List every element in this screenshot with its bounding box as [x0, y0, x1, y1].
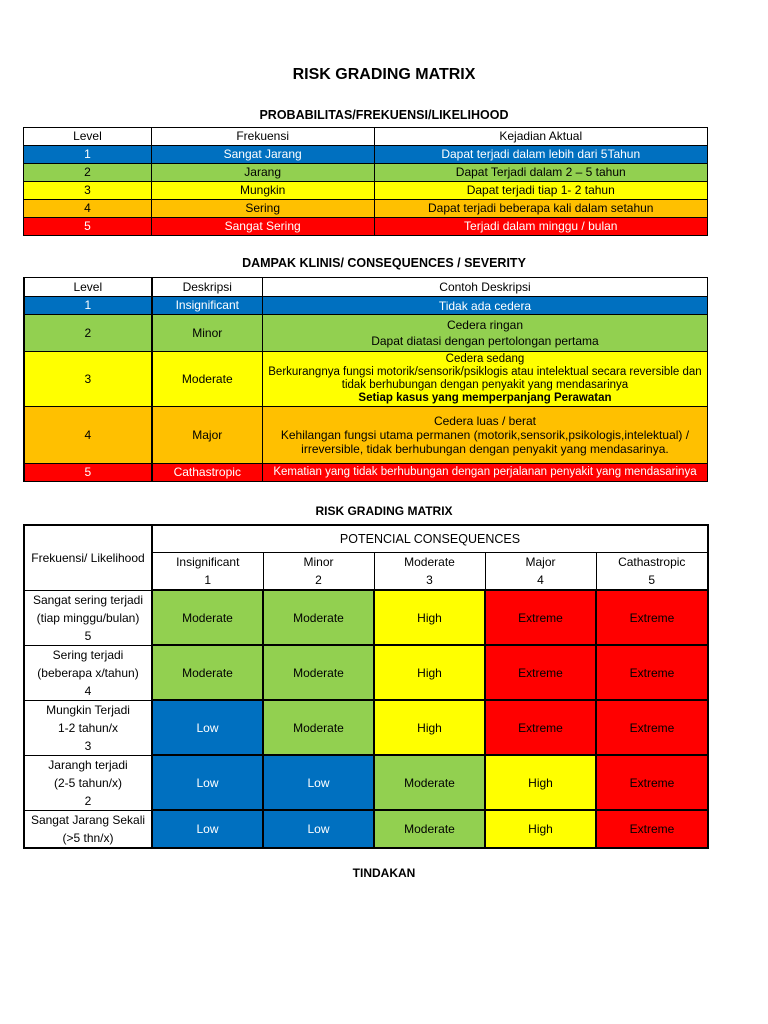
column-header: Minor 2	[263, 552, 374, 590]
likelihood-row-label	[24, 810, 152, 848]
matrix-row	[24, 645, 708, 700]
example-line: Cedera sedang	[445, 353, 525, 365]
risk-grade-cell: Moderate	[152, 645, 263, 700]
likelihood-row	[24, 146, 708, 164]
risk-grade-cell: High	[485, 810, 596, 848]
level-cell: 5	[24, 218, 152, 236]
row-label-line: Mungkin Terjadi	[46, 702, 130, 717]
matrix-title: RISK GRADING MATRIX	[315, 504, 453, 518]
header-contoh: Contoh Deskripsi	[262, 278, 707, 297]
level-cell: 3	[24, 352, 152, 407]
kejadian-cell: Dapat terjadi dalam lebih dari 5Tahun	[374, 146, 708, 164]
row-label-line: 2	[84, 793, 92, 808]
example-line: Dapat diatasi dengan pertolongan pertama	[371, 334, 599, 348]
consequence-row	[24, 297, 708, 315]
potential-consequences-header: POTENCIAL CONSEQUENCES	[152, 525, 708, 552]
deskripsi-cell: Moderate	[152, 352, 263, 407]
contoh-cell	[262, 315, 707, 352]
example-line: Setiap kasus yang memperpanjang Perawatan	[358, 392, 612, 404]
level-cell: 4	[24, 407, 152, 464]
consequence-header-row	[24, 278, 708, 297]
risk-grade-cell: Extreme	[596, 645, 708, 700]
matrix-group-header-row	[24, 525, 708, 552]
risk-grade-cell: Moderate	[152, 590, 263, 645]
matrix-row	[24, 810, 708, 848]
header-kejadian: Kejadian Aktual	[374, 128, 708, 146]
likelihood-header-row	[24, 128, 708, 146]
header-deskripsi: Deskripsi	[152, 278, 263, 297]
matrix-row	[24, 590, 708, 645]
contoh-cell	[262, 297, 707, 315]
frekuensi-cell: Sering	[151, 200, 374, 218]
risk-grade-cell: Moderate	[263, 700, 374, 755]
level-cell: 4	[24, 200, 152, 218]
risk-grade-cell: High	[374, 700, 485, 755]
row-label-line: Sering terjadi	[52, 647, 124, 662]
matrix-body	[24, 590, 708, 848]
likelihood-row-label	[24, 700, 152, 755]
level-cell: 5	[24, 464, 152, 482]
header-level: Level	[24, 128, 152, 146]
deskripsi-cell: Major	[152, 407, 263, 464]
likelihood-row	[24, 164, 708, 182]
deskripsi-cell: Cathastropic	[152, 464, 263, 482]
frekuensi-cell: Sangat Sering	[151, 218, 374, 236]
likelihood-row-label	[24, 590, 152, 645]
frekuensi-cell: Sangat Jarang	[151, 146, 374, 164]
row-label-line: 5	[84, 628, 92, 643]
risk-grade-cell: Extreme	[485, 590, 596, 645]
risk-grade-cell: Low	[152, 700, 263, 755]
likelihood-row-label	[24, 755, 152, 810]
risk-grade-cell: High	[374, 590, 485, 645]
risk-grade-cell: High	[374, 645, 485, 700]
contoh-cell	[262, 352, 707, 407]
example-line: Tidak ada cedera	[438, 298, 532, 313]
likelihood-row-label	[24, 645, 152, 700]
kejadian-cell: Dapat terjadi tiap 1- 2 tahun	[374, 182, 708, 200]
likelihood-title: PROBABILITAS/FREKUENSI/LIKELIHOOD	[259, 108, 509, 122]
row-label-line: Jarangh terjadi	[48, 757, 128, 772]
matrix-row	[24, 700, 708, 755]
level-cell: 3	[24, 182, 152, 200]
consequence-row	[24, 407, 708, 464]
page-title: RISK GRADING MATRIX	[292, 66, 476, 83]
matrix-corner-label: Frekuensi/ Likelihood	[24, 525, 152, 590]
risk-grade-cell: Low	[152, 810, 263, 848]
risk-grade-cell: Moderate	[263, 590, 374, 645]
frekuensi-cell: Mungkin	[151, 182, 374, 200]
risk-grade-cell: Extreme	[596, 810, 708, 848]
column-header: Insignificant 1	[152, 552, 263, 590]
example-line: Cedera ringan	[446, 318, 523, 332]
risk-matrix-table	[23, 524, 709, 849]
tindakan-heading: TINDAKAN	[352, 866, 416, 880]
matrix-row	[24, 755, 708, 810]
risk-grade-cell: Extreme	[485, 700, 596, 755]
consequence-title: DAMPAK KLINIS/ CONSEQUENCES / SEVERITY	[242, 256, 526, 270]
header-frekuensi: Frekuensi	[151, 128, 374, 146]
kejadian-cell: Terjadi dalam minggu / bulan	[374, 218, 708, 236]
column-header: Cathastropic 5	[596, 552, 708, 590]
consequence-table	[23, 277, 708, 482]
consequence-row	[24, 315, 708, 352]
header-level: Level	[24, 278, 152, 297]
risk-grade-cell: Extreme	[596, 590, 708, 645]
deskripsi-cell: Minor	[152, 315, 263, 352]
row-label-line: Sangat sering terjadi	[32, 592, 144, 607]
risk-grade-cell: Moderate	[374, 755, 485, 810]
consequence-row	[24, 352, 708, 407]
risk-grade-cell: Extreme	[596, 700, 708, 755]
likelihood-row	[24, 182, 708, 200]
row-label-line: Sangat Jarang Sekali	[30, 812, 146, 827]
frekuensi-cell: Jarang	[151, 164, 374, 182]
level-cell: 1	[24, 297, 152, 315]
example-line: Cedera luas / berat	[433, 414, 536, 428]
row-label-line: 1-2 tahun/x	[57, 720, 119, 735]
risk-grade-cell: Low	[152, 755, 263, 810]
risk-grade-cell: Moderate	[263, 645, 374, 700]
row-label-line: 3	[84, 738, 92, 753]
row-label-line: (2-5 tahun/x)	[53, 775, 123, 790]
level-cell: 2	[24, 315, 152, 352]
row-label-line: 4	[84, 683, 92, 698]
risk-grade-cell: Moderate	[374, 810, 485, 848]
example-line: Berkurangnya fungsi motorik/sensorik/psiklogis atau intelektual secara reversible dan tidak berhubungan dengan penyakit yang mendasarinya	[268, 366, 702, 391]
likelihood-table	[23, 127, 708, 236]
kejadian-cell: Dapat terjadi beberapa kali dalam setahun	[374, 200, 708, 218]
likelihood-row	[24, 218, 708, 236]
contoh-cell	[262, 464, 707, 482]
likelihood-row	[24, 200, 708, 218]
risk-grade-cell: Low	[263, 755, 374, 810]
row-label-line: (beberapa x/tahun)	[37, 665, 139, 680]
level-cell: 1	[24, 146, 152, 164]
level-cell: 2	[24, 164, 152, 182]
row-label-line: (tiap minggu/bulan)	[36, 610, 140, 625]
risk-grade-cell: High	[485, 755, 596, 810]
kejadian-cell: Dapat Terjadi dalam 2 – 5 tahun	[374, 164, 708, 182]
row-label-line: (>5 thn/x)	[62, 830, 114, 845]
risk-grade-cell: Extreme	[596, 755, 708, 810]
consequence-row	[24, 464, 708, 482]
column-header: Moderate 3	[374, 552, 485, 590]
deskripsi-cell: Insignificant	[152, 297, 263, 315]
contoh-cell	[262, 407, 707, 464]
risk-grade-cell: Low	[263, 810, 374, 848]
risk-grade-cell: Extreme	[485, 645, 596, 700]
example-line: Kematian yang tidak berhubungan dengan perjalanan penyakit yang mendasarinya	[273, 466, 697, 478]
column-header: Major 4	[485, 552, 596, 590]
example-line: Kehilangan fungsi utama permanen (motorik,sensorik,psikologis,intelektual) / irreversible, tidak berhubungan dengan penyakit yang mendasarinya.	[280, 428, 690, 456]
